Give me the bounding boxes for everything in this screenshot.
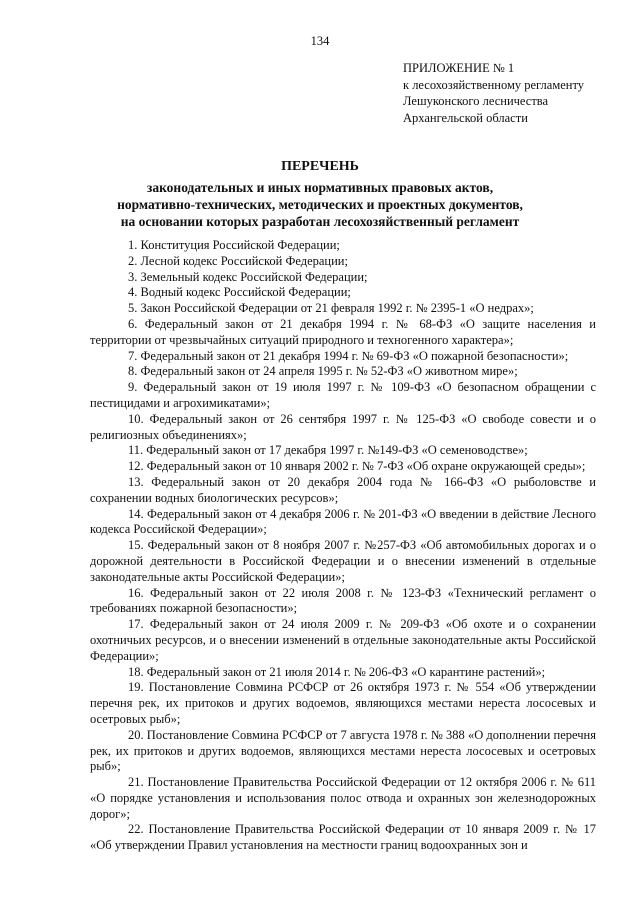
list-item: 7. Федеральный закон от 21 декабря 1994 г. № 69-ФЗ «О пожарной безопасности»; [128,348,569,363]
list-item: 2. Лесной кодекс Российской Федерации; [128,253,348,268]
document-list [90,238,596,854]
list-item: 21. Постановление Правительства Российской Федерации от 12 октября 2006 г. № 611 «О порядке установления и использования полос отвода и охранных зон железнодорожных дорог»; [90,775,596,821]
list-item: 20. Постановление Совмина РСФСР от 7 августа 1978 г. № 388 «О дополнении перечня рек, их притоков и других водоемов, являющихся местами нереста лососевых и осетровых рыб»; [90,727,596,774]
list-item: 17. Федеральный закон от 24 июля 2009 г. № 209-ФЗ «Об охоте и о сохранении охотничьих ресурсов, и о внесении изменений в отдельные законодательные акты Российской Федерации»; [90,617,596,663]
appendix-line: Лешуконского лесничества [403,94,549,108]
list-item: 3. Земельный кодекс Российской Федерации; [128,269,368,284]
list-item: 14. Федеральный закон от 4 декабря 2006 г. № 201-ФЗ «О введении в действие Лесного кодекса Российской Федерации»; [90,506,596,537]
list-item: 10. Федеральный закон от 26 сентября 1997 г. № 125-ФЗ «О свободе совести и о религиозных объединениях»; [90,411,596,442]
list-item: 11. Федеральный закон от 17 декабря 1997 г. №149-ФЗ «О семеноводстве»; [128,443,528,458]
list-item: 22. Постановление Правительства Российской Федерации от 10 января 2009 г. № 17 «Об утверждении Правил установления на местности границ водоохранных зон и [90,822,596,853]
title-line: на основании которых разработан лесохозяйственный регламент [120,214,520,229]
list-item: 13. Федеральный закон от 20 декабря 2004 года № 166-ФЗ «О рыболовстве и сохранении водных биологических ресурсов»; [90,474,596,505]
list-item: 8. Федеральный закон от 24 апреля 1995 г. № 52-ФЗ «О животном мире»; [128,364,518,379]
list-item: 5. Закон Российской Федерации от 21 февраля 1992 г. № 2395-1 «О недрах»; [128,301,534,316]
document-title [0,158,640,230]
appendix-line: ПРИЛОЖЕНИЕ № 1 [403,61,515,75]
list-item: 19. Постановление Совмина РСФСР от 26 октября 1973 г. № 554 «Об утверждении перечня рек, их притоков и других водоемов, являющихся местами нереста лососевых и осетровых рыб»; [90,680,596,726]
appendix-block [403,60,584,126]
title-line: законодательных и иных нормативных правовых актов, [146,180,494,195]
list-item: 15. Федеральный закон от 8 ноября 2007 г. №257-ФЗ «Об автомобильных дорогах и о дорожной деятельности в Российской Федерации и о внесении изменений в отдельные законодательные акты Российской Федерации»; [90,538,596,584]
appendix-line: к лесохозяйственному регламенту [403,77,585,92]
list-item: 12. Федеральный закон от 10 января 2002 г. № 7-ФЗ «Об охране окружающей среды»; [128,459,586,474]
list-item: 4. Водный кодекс Российской Федерации; [128,285,351,300]
title-line: нормативно-технических, методических и проектных документов, [117,197,523,212]
list-item: 6. Федеральный закон от 21 декабря 1994 г. № 68-ФЗ «О защите населения и территории от чрезвычайных ситуаций природного и техногенного характера»; [90,316,596,347]
title-heading: ПЕРЕЧЕНЬ [281,159,359,174]
list-item: 1. Конституция Российской Федерации; [128,238,340,252]
list-item: 18. Федеральный закон от 21 июля 2014 г. № 206-ФЗ «О карантине растений»; [128,664,546,679]
list-item: 16. Федеральный закон от 22 июля 2008 г. № 123-ФЗ «Технический регламент о требованиях пожарной безопасности»; [90,585,596,616]
appendix-line: Архангельской области [403,110,528,125]
list-item: 9. Федеральный закон от 19 июля 1997 г. № 109-ФЗ «О безопасном обращении с пестицидами и агрохимикатами»; [90,380,596,410]
page-number: 134 [310,34,330,48]
